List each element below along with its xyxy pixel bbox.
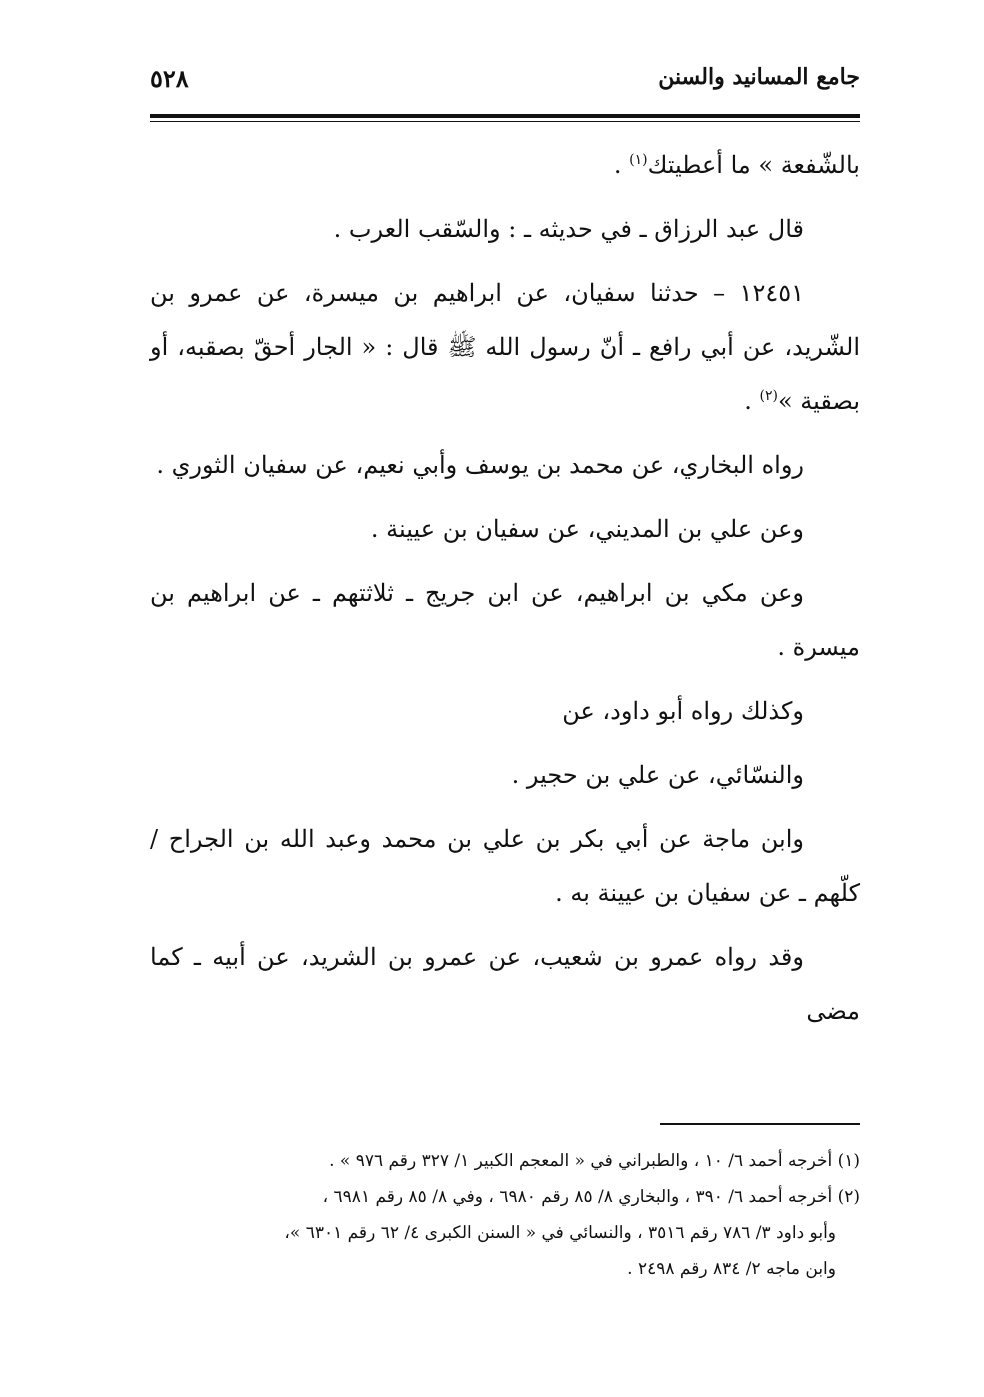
- paragraph-7: وكذلك رواه أبو داود، عن: [562, 697, 804, 725]
- book-title: جامع المسانيد والسنن: [658, 64, 860, 90]
- footnote-2-line-1: (٢) أخرجه أحمد ٦/ ٣٩٠ ، والبخاري ٨/ ٨٥ رقم ٦٩٨٠ ، وفي ٨/ ٨٥ رقم ٦٩٨١ ،: [322, 1187, 860, 1207]
- paragraph-8: والنسّائي، عن علي بن حجير .: [511, 761, 804, 789]
- paragraph-5: وعن علي بن المديني، عن سفيان بن عيينة .: [370, 515, 804, 543]
- footnote-separator: [660, 1123, 860, 1125]
- header-rule-thick: [150, 114, 860, 118]
- hadith-end: .: [744, 387, 760, 415]
- running-header: [150, 64, 860, 104]
- paragraph-10: وقد رواه عمرو بن شعيب، عن عمرو بن الشريد، عن أبيه ـ كما مضى: [150, 943, 860, 1025]
- footnote-1: (١) أخرجه أحمد ٦/ ١٠ ، والطبراني في « المعجم الكبير ١/ ٣٢٧ رقم ٩٧٦ » .: [329, 1151, 860, 1171]
- hadith-paragraph: [150, 266, 860, 428]
- paragraph-6: وعن مكي بن ابراهيم، عن ابن جريج ـ ثلاثتهم ـ عن ابراهيم بن ميسرة .: [150, 579, 860, 661]
- paragraph-9: وابن ماجة عن أبي بكر بن علي بن محمد وعبد الله بن الجراح / كلّهم ـ عن سفيان بن عيينة به .: [150, 825, 860, 907]
- paragraph-1: [150, 138, 860, 192]
- main-text: [150, 138, 860, 1048]
- footnotes: [150, 1143, 860, 1287]
- hadith-text: ١٢٤٥١ – حدثنا سفيان، عن ابراهيم بن ميسرة، عن عمرو بن الشّريد، عن أبي رافع ـ أنّ رسول الله ﷺ قال : « الجار أحقّ بصقبه، أو بصقية »: [150, 279, 860, 415]
- paragraph-1-text: بالشّفعة » ما أعطيتك: [647, 151, 860, 179]
- footnote-2-line-3: وابن ماجه ٢/ ٨٣٤ رقم ٢٤٩٨ .: [627, 1259, 836, 1279]
- page-number: ٥٢٨: [150, 64, 189, 93]
- paragraph-4: رواه البخاري، عن محمد بن يوسف وأبي نعيم، عن سفيان الثوري .: [156, 451, 804, 479]
- paragraph-1-end: .: [613, 151, 630, 179]
- footnote-ref-1: (١): [629, 152, 648, 168]
- footnote-2-line-2: وأبو داود ٣/ ٧٨٦ رقم ٣٥١٦ ، والنسائي في « السنن الكبرى ٤/ ٦٢ رقم ٦٣٠١ »،: [284, 1223, 836, 1243]
- footnote-ref-2: (٢): [759, 388, 778, 404]
- header-rule-thin: [150, 121, 860, 122]
- paragraph-2: قال عبد الرزاق ـ في حديثه ـ : والسّقب العرب .: [333, 215, 804, 243]
